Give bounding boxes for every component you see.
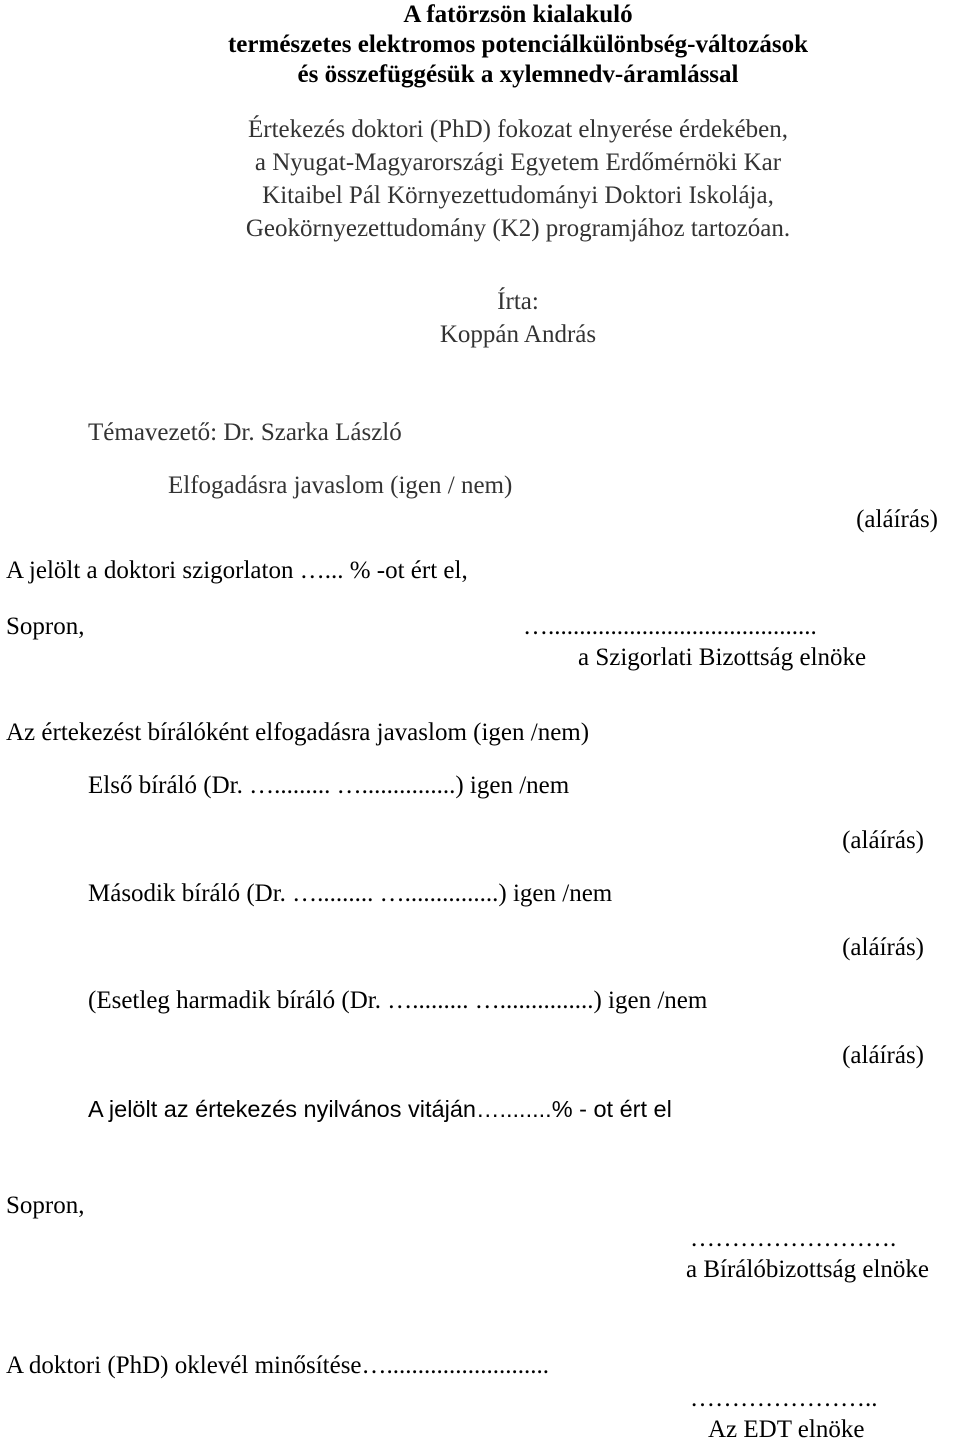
reviewers-intro: Az értekezést bírálóként elfogadásra javaslom (igen /nem)	[6, 719, 590, 746]
exam-signature-dots: …...........................................	[523, 613, 817, 640]
first-reviewer: Első bíráló (Dr. …......... …...............) igen /nem	[88, 772, 570, 799]
second-reviewer-signature: (aláírás)	[842, 934, 924, 961]
third-reviewer: (Esetleg harmadik bíráló (Dr. …......... …...............) igen /nem	[88, 987, 708, 1014]
edt-signature-dots: …………………..	[690, 1385, 878, 1412]
defense-place: Sopron,	[6, 1192, 85, 1219]
author-name: Koppán András	[439, 321, 597, 348]
title-line-1: A fatörzsön kialakuló	[403, 1, 633, 28]
exam-result: A jelölt a doktori szigorlaton …... % -ot ért el,	[6, 557, 468, 584]
supervisor-line: Témavezető: Dr. Szarka László	[88, 419, 402, 446]
author-label: Írta:	[497, 288, 539, 315]
supervisor-recommendation: Elfogadásra javaslom (igen / nem)	[168, 472, 513, 499]
intro-line-2: a Nyugat-Magyarországi Egyetem Erdőmérnöki Kar	[254, 149, 782, 176]
edt-chair: Az EDT elnöke	[708, 1416, 865, 1443]
intro-line-3: Kitaibel Pál Környezettudományi Doktori Iskolája,	[262, 182, 774, 209]
supervisor-signature: (aláírás)	[856, 506, 938, 533]
first-reviewer-signature: (aláírás)	[842, 827, 924, 854]
third-reviewer-signature: (aláírás)	[842, 1042, 924, 1069]
defense-result: A jelölt az értekezés nyilvános vitáján…........% - ot ért el	[88, 1096, 672, 1122]
exam-committee-chair: a Szigorlati Bizottság elnöke	[578, 644, 867, 671]
title-line-2: természetes elektromos potenciálkülönbség-változások	[227, 31, 808, 58]
defense-signature-dots: …………………….	[690, 1225, 897, 1252]
exam-place: Sopron,	[6, 613, 85, 640]
intro-line-4: Geokörnyezettudomány (K2) programjához tartozóan.	[245, 215, 791, 242]
second-reviewer: Második bíráló (Dr. …......... …...............) igen /nem	[88, 880, 613, 907]
intro-line-1: Értekezés doktori (PhD) fokozat elnyerése érdekében,	[247, 116, 789, 143]
diploma-qualification: A doktori (PhD) oklevél minősítése…..........................	[6, 1352, 550, 1379]
title-line-3: és összefüggésük a xylemnedv-áramlással	[297, 61, 739, 88]
board-chair: a Bírálóbizottság elnöke	[686, 1256, 929, 1283]
